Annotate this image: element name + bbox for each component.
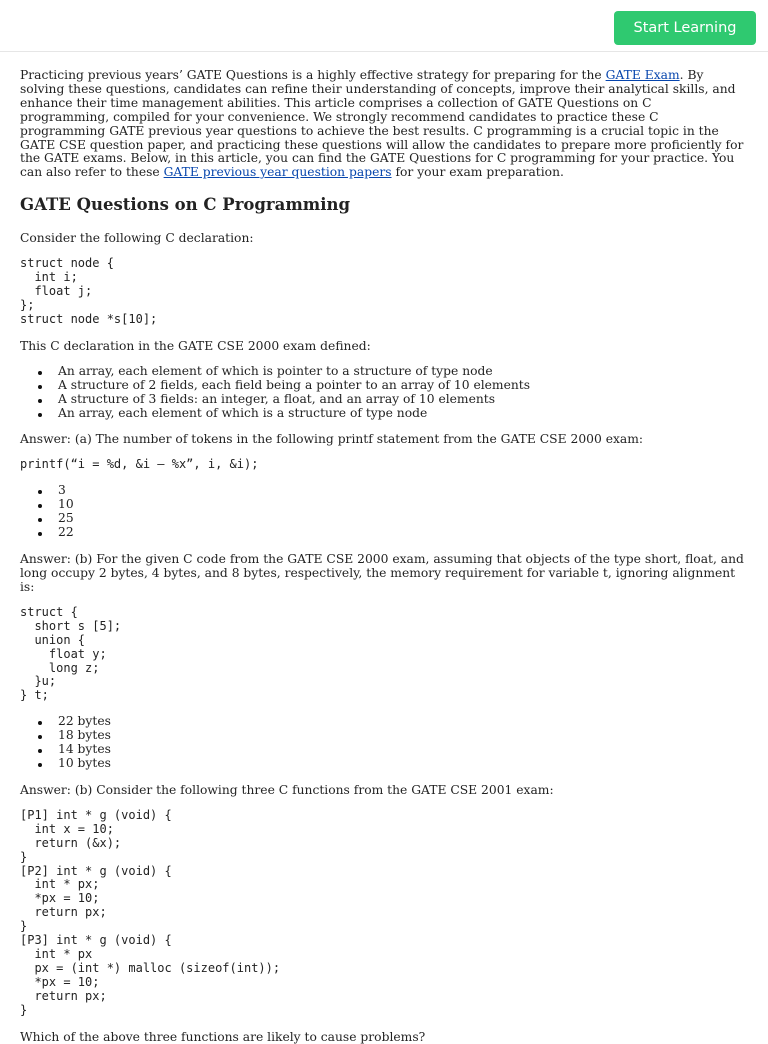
q1-code-block: struct node { int i; float j; }; struct node *s[10]; xyxy=(20,256,158,326)
list-item xyxy=(38,365,744,379)
option-text: 22 xyxy=(58,525,74,540)
intro-text-2: . By solving these questions, candidates can refine their understanding of concepts, improve their analytical skills, and enhance their time management abilities. This article comprises a collection of GATE Questions on C programming, compiled for your convenience. We strongly recommend candidates to practice these C programming GATE previous year questions to achieve the best results. C programming is a crucial topic in the GATE CSE question paper, and practicing these questions will allow the candidates to prepare more proficiently for the GATE exams. Below, in this article, you can find the GATE Questions for C programming for your practice. You can also refer to these xyxy=(20,68,744,180)
list-item xyxy=(38,526,744,540)
intro-text-1: Practicing previous years’ GATE Questions is a highly effective strategy for preparing for the xyxy=(20,68,606,82)
q1-prompt: Consider the following C declaration: xyxy=(20,231,254,246)
option-text: 3 xyxy=(58,483,66,498)
option-text: 22 bytes xyxy=(58,714,111,729)
option-text: A structure of 3 fields: an integer, a float, and an array of 10 elements xyxy=(58,391,496,406)
option-text: 25 xyxy=(58,511,74,526)
option-text: 10 bytes xyxy=(58,756,111,770)
top-bar xyxy=(0,0,768,52)
list-item xyxy=(38,757,744,771)
bullet-icon xyxy=(38,504,42,508)
gate-exam-link[interactable]: GATE Exam xyxy=(605,68,680,82)
bullet-icon xyxy=(38,735,42,739)
q3-code-block: struct { short s [5]; union { float y; long z; }u; } t; xyxy=(20,604,122,703)
q4-prompt: Answer: (b) Consider the following three C functions from the GATE CSE 2001 exam: xyxy=(20,782,554,797)
q2-code-block: printf(“i = %d, &i – %x”, i, &i); xyxy=(20,457,259,472)
intro-paragraph xyxy=(20,69,744,180)
bullet-icon xyxy=(38,721,42,725)
list-item xyxy=(38,743,744,757)
bullet-icon xyxy=(38,763,42,767)
list-item xyxy=(38,379,744,393)
q4-code-block: [P1] int * g (void) { int x = 10; return (&x); } [P2] int * g (void) { int * px; *px = 10; return px; } [P3] int * g (void) { int * px px = (int *) malloc (sizeof(int)); *px = 10; return px; } xyxy=(20,807,281,1017)
list-item xyxy=(38,512,744,526)
start-learning-button[interactable]: Start Learning xyxy=(614,11,756,45)
intro-text-3: for your exam preparation. xyxy=(391,165,564,180)
option-text: An array, each element of which is a structure of type node xyxy=(58,405,428,420)
list-item xyxy=(38,393,744,407)
option-text: An array, each element of which is pointer to a structure of type node xyxy=(58,363,493,378)
list-item xyxy=(38,729,744,743)
option-text: 14 bytes xyxy=(58,742,111,757)
bullet-icon xyxy=(38,518,42,522)
bullet-icon xyxy=(38,385,42,389)
list-item xyxy=(38,484,744,498)
article-content xyxy=(20,69,744,1044)
q3-prompt: Answer: (b) For the given C code from the GATE CSE 2000 exam, assuming that objects of the type short, float, and long occupy 2 bytes, 4 bytes, and 8 bytes, respectively, the memory requirement for variable t, ignoring alignment is: xyxy=(20,551,744,594)
q1-question: This C declaration in the GATE CSE 2000 exam defined: xyxy=(20,338,371,353)
gate-papers-link[interactable]: GATE previous year question papers xyxy=(163,165,392,180)
option-text: A structure of 2 fields, each field being a pointer to an array of 10 elements xyxy=(58,377,531,392)
option-text: 18 bytes xyxy=(58,728,111,743)
section-heading: GATE Questions on C Programming xyxy=(20,195,351,215)
q2-prompt: Answer: (a) The number of tokens in the following printf statement from the GATE CSE 2000 exam: xyxy=(20,432,644,447)
q1-options xyxy=(38,365,744,421)
q4-question: Which of the above three functions are likely to cause problems? xyxy=(20,1029,426,1044)
bullet-icon xyxy=(38,399,42,403)
bullet-icon xyxy=(38,749,42,753)
q2-options xyxy=(38,484,744,540)
list-item xyxy=(38,498,744,512)
bullet-icon xyxy=(38,413,42,417)
q3-options xyxy=(38,715,744,771)
bullet-icon xyxy=(38,490,42,494)
bullet-icon xyxy=(38,371,42,375)
list-item xyxy=(38,407,744,421)
bullet-icon xyxy=(38,532,42,536)
list-item xyxy=(38,715,744,729)
option-text: 10 xyxy=(58,497,74,512)
